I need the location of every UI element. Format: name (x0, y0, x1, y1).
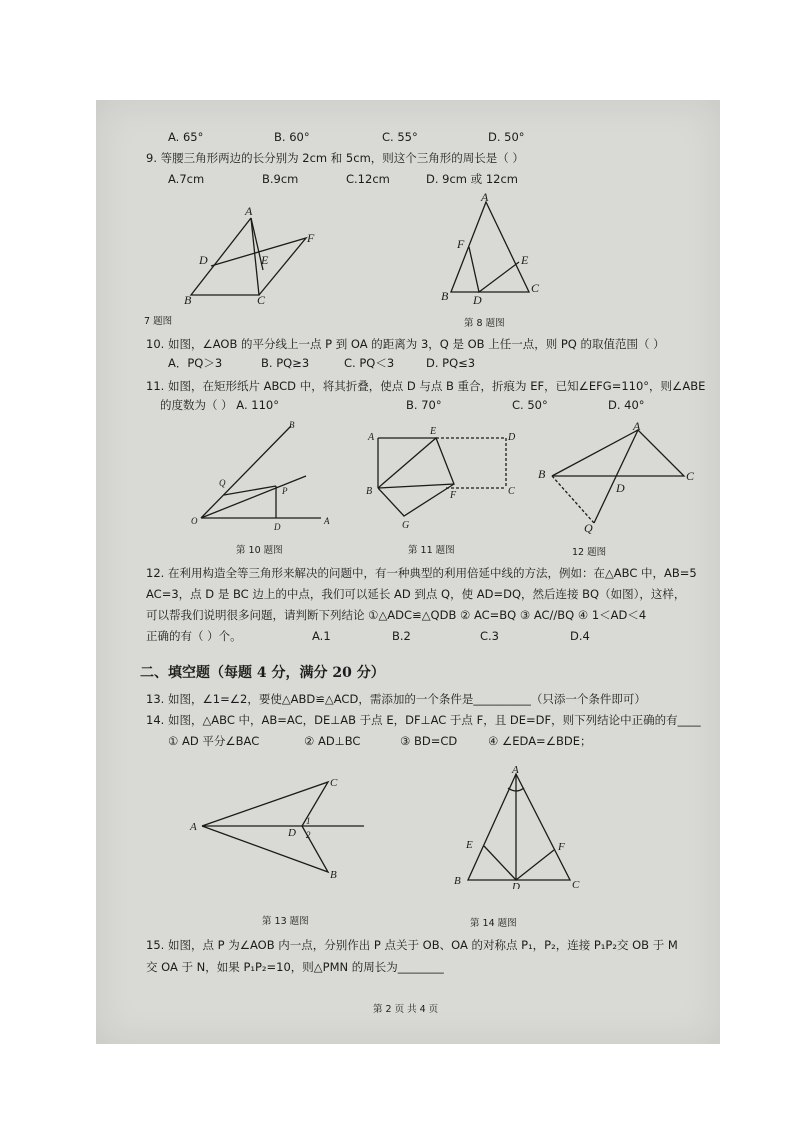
q8-option-b: B. 60° (274, 130, 310, 144)
q14-option-1: ① AD 平分∠BAC (168, 734, 260, 748)
fig11-label-b: B (366, 486, 373, 497)
q11-option-b: B. 70° (406, 398, 442, 412)
fig11-label-g: G (402, 520, 410, 531)
q8-option-d: D. 50° (488, 130, 525, 144)
q8-option-a: A. 65° (168, 130, 204, 144)
fig11-label-a: A (368, 432, 375, 443)
fig10-bisector (201, 476, 306, 518)
fig12-label-d: D (616, 481, 625, 495)
fig13-quadrilateral (202, 782, 328, 872)
page-footer: 第 2 页 共 4 页 (373, 1004, 439, 1015)
fig10-caption: 第 10 题图 (236, 545, 283, 556)
fig12-caption: 12 题图 (572, 547, 607, 558)
q9-option-b: B.9cm (262, 172, 299, 186)
fig12-label-c: C (686, 469, 695, 483)
q9-text: 9. 等腰三角形两边的长分别为 2cm 和 5cm，则这个三角形的周长是（ ） (146, 151, 524, 165)
q12-line1: 12. 在利用构造全等三角形来解决的问题中，有一种典型的利用倍延中线的方法，例如：在△ABC 中，AB=5 (146, 566, 697, 580)
fig13-label-d: D (288, 827, 296, 839)
fig14-caption: 第 14 题图 (470, 918, 517, 929)
fig11-label-c: C (508, 486, 515, 497)
fig10-label-a: A (324, 516, 330, 526)
fig8-label-d: D (473, 293, 482, 307)
fig7-label-a: A (245, 204, 253, 218)
figure-8 (441, 192, 551, 312)
fig13-label-b: B (330, 869, 337, 881)
q10-option-b: B. PQ≥3 (261, 356, 310, 370)
fig11-label-f: F (450, 490, 457, 501)
fig13-angle-2: 2 (306, 830, 311, 840)
q10-option-d: D. PQ≤3 (426, 356, 476, 370)
q10-text: 10. 如图，∠AOB 的平分线上一点 P 到 OA 的距离为 3，Q 是 OB 上任一点，则 PQ 的取值范围（ ） (146, 337, 665, 351)
fig14-label-a: A (512, 764, 519, 776)
fig12-bq (552, 476, 594, 523)
figure-13 (188, 776, 378, 888)
section-title: 二、填空题（每题 4 分，满分 20 分） (140, 665, 385, 681)
fig13-angle-1: 1 (306, 816, 311, 826)
q12-line3: 可以帮我们说明很多问题，请判断下列结论 ①△ADC≌△QDB ② AC=BQ ③ AC//BQ ④ 1＜AD＜4 (146, 608, 647, 622)
q12-line4: 正确的有（ ）个。 (146, 629, 242, 643)
fig8-caption: 第 8 题图 (464, 318, 505, 329)
q14-option-3: ③ BD=CD (400, 734, 458, 748)
fig10-ray-ob (201, 426, 291, 518)
exam-page (96, 100, 720, 1044)
fig14-label-b: B (454, 875, 461, 887)
q11-option-c: C. 50° (512, 398, 548, 412)
q14-line1: 14. 如图，△ABC 中，AB=AC，DE⊥AB 于点 E，DF⊥AC 于点 F，且 DE=DF，则下列结论中正确的有____ (146, 713, 701, 727)
figure-11 (366, 422, 526, 537)
fig7-label-f: F (307, 231, 315, 245)
fig10-label-o: O (191, 516, 198, 526)
fig11-label-e: E (430, 426, 437, 437)
fig14-label-f: F (558, 841, 565, 853)
fig11-fold (378, 438, 454, 488)
q9-option-a: A.7cm (168, 172, 205, 186)
fig11-caption: 第 11 题图 (408, 545, 455, 556)
figure-10 (186, 418, 336, 538)
fig14-label-d: D (512, 881, 520, 889)
fig7-label-c: C (257, 293, 266, 305)
q12-option-b: B.2 (392, 629, 411, 643)
q8-option-c: C. 55° (382, 130, 418, 144)
figure-12 (534, 420, 704, 535)
q11-option-d: D. 40° (608, 398, 645, 412)
fig8-label-a: A (481, 192, 489, 204)
figure-7 (181, 200, 331, 305)
fig14-label-c: C (572, 879, 580, 889)
fig14-perpendiculars (484, 846, 554, 880)
fig7-label-d: D (199, 253, 208, 267)
fig10-label-q: Q (219, 478, 226, 488)
fig11-folded-part (378, 484, 454, 516)
fig13-label-a: A (190, 821, 197, 833)
fig8-label-b: B (441, 289, 449, 303)
fig7-label-b: B (184, 293, 192, 305)
fig8-label-c: C (531, 281, 540, 295)
q15-line1: 15. 如图，点 P 为∠AOB 内一点，分别作出 P 点关于 OB、OA 的对称点 P₁，P₂，连接 P₁P₂交 OB 于 M (146, 938, 678, 952)
fig8-label-e: E (521, 253, 529, 267)
q9-option-d: D. 9cm 或 12cm (426, 172, 518, 186)
q15-line2: 交 OA 于 N，如果 P₁P₂=10，则△PMN 的周长为________ (146, 960, 444, 974)
q14-option-4: ④ ∠EDA=∠BDE； (488, 734, 592, 748)
fig10-label-b: B (289, 420, 295, 430)
fig8-lines (469, 247, 519, 292)
fig10-label-d: D (274, 522, 281, 532)
q14-option-2: ② AD⊥BC (304, 734, 361, 748)
q11-line2: 的度数为（ ） A. 110° (160, 398, 279, 412)
fig12-label-q: Q (584, 521, 593, 535)
q12-option-d: D.4 (570, 629, 590, 643)
q13-text: 13. 如图，∠1=∠2，要使△ABD≌△ACD，需添加的一个条件是__________（只添一个条件即可） (146, 692, 646, 706)
q9-option-c: C.12cm (346, 172, 390, 186)
fig12-label-b: B (538, 467, 546, 481)
fig7-caption: 7 题图 (144, 316, 173, 327)
fig12-triangle (552, 430, 684, 476)
fig11-label-d: D (508, 432, 516, 443)
q11-line1: 11. 如图，在矩形纸片 ABCD 中，将其折叠，使点 D 与点 B 重合，折痕为 EF，已知∠EFG=110°，则∠ABE (146, 379, 706, 393)
q10-option-c: C. PQ＜3 (344, 356, 395, 370)
fig10-label-p: P (282, 486, 288, 496)
fig13-label-c: C (330, 777, 338, 789)
q12-option-c: C.3 (480, 629, 500, 643)
figure-14 (446, 764, 596, 889)
q12-line2: AC=3，点 D 是 BC 边上的中点，我们可以延长 AD 到点 Q，使 AD=DQ，然后连接 BQ（如图），这样， (146, 587, 686, 601)
q10-option-a: A．PQ＞3 (168, 356, 223, 370)
fig12-label-a: A (633, 420, 641, 433)
fig7-label-e: E (261, 253, 269, 267)
fig14-label-e: E (466, 839, 473, 851)
fig13-caption: 第 13 题图 (262, 916, 309, 927)
q12-option-a: A.1 (312, 629, 331, 643)
fig8-label-f: F (457, 237, 465, 251)
